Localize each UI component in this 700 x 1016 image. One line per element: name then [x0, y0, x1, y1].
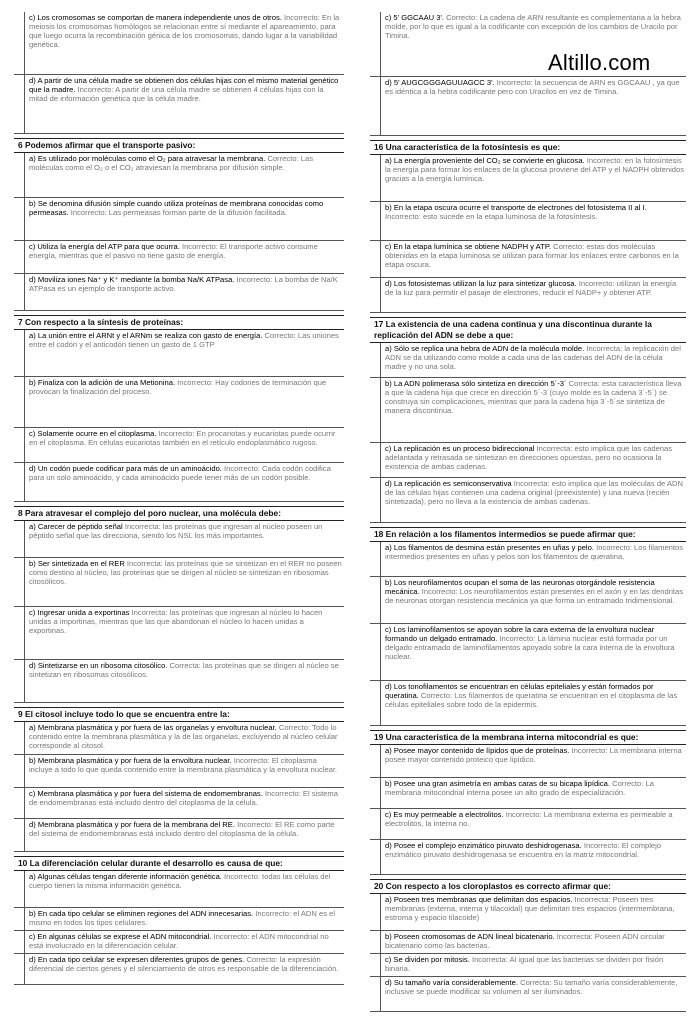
- question-title: 9 El citosol incluye todo lo que se encuentra entre la:: [14, 707, 344, 722]
- option-gutter: [370, 809, 381, 839]
- answer-option: [370, 624, 686, 681]
- option-statement: c) Membrana plasmática y por fuera del sistema de endomembranas.: [29, 789, 263, 798]
- option-gutter: [370, 202, 381, 240]
- answer-option: [370, 343, 686, 378]
- option-text: [25, 722, 344, 754]
- option-explanation: Incorrecto: Los neurofilamentos están presentes en el axón y en las dendritas de neuronas otorgan resistencia mecánica ya que forma un entramado tridimensional.: [385, 587, 684, 606]
- option-gutter: [370, 840, 381, 874]
- answer-option: [14, 931, 344, 954]
- option-explanation: Incorrecta: Al igual que las bacterias se dividen por fisión binaria.: [385, 955, 664, 974]
- option-text: [25, 607, 344, 659]
- option-text: [25, 75, 344, 133]
- option-statement: b) En cada tipo celular se eliminen regiones del ADN innecesarias.: [29, 909, 254, 918]
- option-gutter: [14, 463, 25, 501]
- option-explanation: Incorrecto: el ADN es el mismo en todos los tipos celulares.: [29, 909, 336, 928]
- option-statement: d) Un codón puede codificar para más de un aminoácido.: [29, 464, 222, 473]
- question-block: [370, 730, 686, 875]
- option-gutter: [14, 788, 25, 818]
- option-text: [381, 840, 686, 874]
- answer-option: [14, 274, 344, 311]
- option-statement: a) Posee mayor contenido de lípidos que de proteínas.: [385, 746, 570, 755]
- option-gutter: [14, 521, 25, 557]
- option-statement: c) Utiliza la energía del ATP para que ocurra.: [29, 242, 180, 251]
- option-gutter: [370, 542, 381, 576]
- question-title: 20 Con respecto a los cloroplastos es correcto afirmar que:: [370, 879, 686, 894]
- option-statement: c) Es muy permeable a electrolitos.: [385, 810, 504, 819]
- option-gutter: [14, 75, 25, 133]
- option-gutter: [370, 745, 381, 777]
- option-text: [381, 77, 686, 135]
- option-gutter: [14, 660, 25, 702]
- answer-option: [370, 443, 686, 478]
- option-statement: d) Membrana plasmática y por fuera de la membrana del RE.: [29, 820, 235, 829]
- option-text: [25, 274, 344, 310]
- option-gutter: [14, 954, 25, 984]
- option-statement: b) La ADN polimerasa sólo sintetiza en dirección 5´-3´: [385, 379, 567, 388]
- option-text: [25, 819, 344, 851]
- option-text: [25, 788, 344, 818]
- altillo-logo[interactable]: Altillo.com: [548, 50, 651, 75]
- answer-option: [370, 155, 686, 202]
- option-explanation: Incorrecto: La membrana externa es permeable a electrolitos, la interna no.: [385, 810, 673, 829]
- option-explanation: Incorrecta: las proteínas que ingresan al núcleo poseen un péptido señal que las direcciona, siendo los NSL los más importantes.: [29, 522, 323, 541]
- option-explanation: Correcto: Las uniones entre el codón y el anticodón tienen un gasto de 1 GTP: [29, 331, 339, 350]
- option-text: [25, 241, 344, 273]
- option-text: [25, 558, 344, 606]
- option-statement: c) 5' GGCAAU 3'.: [385, 13, 445, 22]
- option-statement: d) 5' AUGCGGGAGUUAGCC 3'.: [385, 78, 495, 87]
- answer-option: [14, 377, 344, 428]
- option-gutter: [370, 155, 381, 201]
- answer-option: [370, 931, 686, 954]
- option-text: [381, 542, 686, 576]
- option-statement: b) Se denomina difusión simple cuando utiliza proteínas de membrana conocidas como permeasas.: [29, 199, 324, 218]
- option-text: [381, 745, 686, 777]
- option-explanation: Incorrecto: La bomba de Na/K ATPasa es un ejemplo de transporte activo.: [29, 275, 338, 294]
- question-block: [14, 12, 344, 134]
- option-explanation: Incorrecta: las proteínas que se sintetizan en el RER no poseen como destino al núcleo, las proteínas que se dirigen al núcleo se sintetizan en ribosomas citosólicos.: [29, 559, 342, 587]
- question-title: 16 Una característica de la fotosíntesis es que:: [370, 140, 686, 155]
- option-text: [381, 977, 686, 1011]
- answer-option: [370, 954, 686, 977]
- answer-option: [370, 745, 686, 778]
- answer-option: [14, 521, 344, 558]
- option-statement: a) Sólo se replica una hebra de ADN de la molécula molde.: [385, 344, 585, 353]
- answer-option: [14, 607, 344, 660]
- answer-option: [370, 478, 686, 523]
- option-gutter: [14, 755, 25, 787]
- option-statement: a) Algunas células tengan diferente información genética.: [29, 872, 222, 881]
- option-gutter: [370, 278, 381, 312]
- option-text: [381, 931, 686, 953]
- question-title: 6 Podemos afirmar que el transporte pasivo:: [14, 138, 344, 153]
- answer-option: [370, 278, 686, 313]
- option-text: [381, 155, 686, 201]
- option-text: [381, 378, 686, 442]
- option-text: [381, 778, 686, 808]
- answer-option: [14, 755, 344, 788]
- option-text: [25, 660, 344, 702]
- option-gutter: [370, 12, 381, 76]
- option-gutter: [14, 198, 25, 240]
- answer-option: [14, 428, 344, 463]
- answer-option: [14, 198, 344, 241]
- option-text: [25, 871, 344, 907]
- option-explanation: Incorrecto: utilizan la energía de la luz para permitir el pasaje de electrones, reducir el NADP+ y obtener ATP.: [385, 279, 677, 298]
- option-statement: a) Los filamentos de desmina están presentes en uñas y pelo.: [385, 543, 594, 552]
- option-explanation: Correcto: La membrana mitocondrial interna posee un alto grado de especialización.: [385, 779, 654, 798]
- option-explanation: Correcto: la expresión diferencial de ciertos genes y el silenciamiento de otros es responsable de la diferenciación.: [29, 955, 339, 974]
- left-column: [14, 12, 344, 989]
- option-explanation: Correcta: las proteínas que se dirigen al núcleo se sintetizan en ribosomas citosólicos.: [29, 661, 339, 680]
- answer-option: [14, 660, 344, 703]
- option-gutter: [14, 12, 25, 74]
- option-statement: a) Carecer de péptido señal: [29, 522, 123, 531]
- option-explanation: Incorrecto: Las permeasas forman parte de la difusión facilitada.: [68, 208, 287, 218]
- option-gutter: [370, 77, 381, 135]
- option-gutter: [14, 558, 25, 606]
- question-block: [14, 856, 344, 985]
- option-gutter: [370, 378, 381, 442]
- option-statement: b) En la etapa oscura ocurre el transporte de electrones del fotosistema II al I.: [385, 203, 647, 212]
- option-text: [381, 343, 686, 377]
- option-statement: d) Moviliza iones Na⁺ y K⁺ mediante la bomba Na/K ATPasa.: [29, 275, 235, 284]
- option-explanation: Incorrecta: la replicación del ADN se da utilizando como molde a cada una de las cadenas del ADN de la célula madre y no una sola.: [385, 344, 681, 372]
- answer-option: [370, 778, 686, 809]
- question-title: 18 En relación a los filamentos intermedios se puede afirmar que:: [370, 527, 686, 542]
- exam-page: [14, 12, 686, 997]
- option-statement: c) Los cromosomas se comportan de manera independiente unos de otros.: [29, 13, 282, 22]
- option-statement: c) Los laminofilamentos se apoyan sobre la cara externa de la envoltura nuclear formando un delgado entramado.: [385, 625, 655, 644]
- answer-option: [14, 908, 344, 931]
- option-explanation: Incorrecto: El transporte activo consume energía, mientras que el pasivo no tiene gasto de energía.: [29, 242, 318, 261]
- option-statement: a) Membrana plasmática y por fuera de las organelas y envoltura nuclear.: [29, 723, 277, 732]
- option-statement: d) Sintetizarse en un ribosoma citosólico.: [29, 661, 168, 670]
- answer-option: [370, 681, 686, 726]
- answer-option: [14, 12, 344, 75]
- answer-option: [370, 894, 686, 931]
- answer-option: [14, 75, 344, 134]
- option-statement: a) Poseen tres membranas que delimitan dos espacios.: [385, 895, 573, 904]
- question-block: [14, 506, 344, 703]
- option-gutter: [370, 894, 381, 930]
- option-statement: c) Se dividen por mitosis.: [385, 955, 470, 964]
- option-explanation: Incorrecto: la secuencia de ARN es GGCAAU , ya que es idéntica a la hebra codificante pero con Uracilos en vez de Timina.: [385, 78, 680, 97]
- option-explanation: Correcto: Todo lo contenido entre la membrana plasmática y la de las organelas, excluyendo al núcleo celular corresponde al citosol.: [29, 723, 338, 751]
- option-statement: d) Los fotosistemas utilizan la luz para sintetizar glucosa.: [385, 279, 577, 288]
- option-gutter: [14, 908, 25, 930]
- option-statement: d) A partir de una célula madre se obtienen dos células hijas con el mismo material genético que la madre.: [29, 76, 339, 95]
- option-explanation: Incorrecto: El complejo enzimático piruvato deshidrogenasa se encuentra en la matriz mitocondrial.: [385, 841, 662, 860]
- question-title: 17 La existencia de una cadena continua y una discontinua durante la replicación del ADN se debe a que:: [370, 317, 686, 343]
- answer-option: [370, 241, 686, 278]
- option-statement: d) La replicación es semiconservativa: [385, 479, 512, 488]
- question-block: [14, 707, 344, 852]
- option-text: [25, 463, 344, 501]
- option-statement: c) La replicación es un proceso bidireccional: [385, 444, 535, 453]
- option-statement: c) Ingresar unida a exportinas: [29, 608, 130, 617]
- option-text: [381, 202, 686, 240]
- answer-option: [14, 241, 344, 274]
- option-gutter: [370, 343, 381, 377]
- option-explanation: Correcto: estas dos moléculas obtenidas en la etapa luminosa se utilizan para formar los enlaces entre carbonos en la etapa oscura.: [385, 242, 679, 270]
- option-text: [381, 577, 686, 623]
- option-explanation: Correcta: esta característica lleva a que la cadena hija que crece en dirección 5´-3´(cuyo molde es la cadena 3´-5´) se construya sin complicaciones, mientras que para la cadena hija 3´-5´se sintetiza de manera discontinua.: [385, 379, 682, 416]
- answer-option: [14, 558, 344, 607]
- option-text: [381, 278, 686, 312]
- option-text: [25, 954, 344, 984]
- option-text: [25, 377, 344, 427]
- option-explanation: Incorrecto: esto sucede en la etapa luminosa de la fotosíntesis.: [385, 212, 598, 222]
- option-explanation: Correcta: Su tamaño varía considerablemente, inclusive se puede modificar su volumen al ser iluminados.: [385, 978, 678, 997]
- option-explanation: Incorrecto: En procariotas y eucariotas puede ocurrir en el citoplasma. En células eucariotas también en el retículo endoplasmático rugoso.: [29, 429, 336, 448]
- option-statement: c) En la etapa lumínica se obtiene NADPH y ATP.: [385, 242, 552, 251]
- answer-option: [370, 542, 686, 577]
- option-statement: c) En algunas células se exprese el ADN mitocondrial.: [29, 932, 212, 941]
- option-gutter: [370, 954, 381, 976]
- option-explanation: Incorrecta: esto implica que las cadenas adelantada y retrasada se sintetizan en direcciones opuestas, pero no ocasiona la existencia de ambas cadenas.: [385, 444, 673, 472]
- option-explanation: Incorrecto: Los filamentos intermedios presentes en uñas y pelos son los filamentos de queratina.: [385, 543, 684, 562]
- option-explanation: Incorrecto: La membrana interna posee mayor contenido proteico que lipídico.: [385, 746, 682, 765]
- option-statement: c) Solamente ocurre en el citoplasma.: [29, 429, 157, 438]
- option-gutter: [14, 607, 25, 659]
- answer-option: [14, 463, 344, 502]
- answer-option: [370, 202, 686, 241]
- option-statement: b) Membrana plasmática y por fuera de la envoltura nuclear.: [29, 756, 232, 765]
- option-explanation: Incorrecta: Poseen ADN circular bicatenario como las bacterias.: [385, 932, 665, 951]
- option-text: [381, 681, 686, 725]
- option-gutter: [370, 681, 381, 725]
- option-explanation: Incorrecta: Poseen tres membranas (externa, interna y tilacoidal) que delimitan tres espacios (intermembrana, estroma y espacio tilacoide): [385, 895, 675, 923]
- question-block: [370, 317, 686, 523]
- option-text: [25, 755, 344, 787]
- option-statement: b) Los neurofilamentos ocupan el soma de las neuronas otorgándole resistencia mecánica.: [385, 578, 655, 597]
- option-gutter: [14, 274, 25, 310]
- option-text: [25, 521, 344, 557]
- option-explanation: Incorrecto: el ADN mitocondrial no está involucrado en la diferenciación celular.: [29, 932, 329, 951]
- block-spacer: [370, 1012, 686, 1016]
- option-statement: a) La unión entre el ARNt y el ARNm se realiza con gasto de energía.: [29, 331, 263, 340]
- option-text: [25, 198, 344, 240]
- option-gutter: [370, 478, 381, 522]
- option-explanation: Incorrecto: El citoplasma incluye a todo lo que queda contenido entre la membrana plasmática y la envoltura nuclear.: [29, 756, 338, 775]
- option-explanation: Incorrecto: Hay codones de terminación que provocan la finalización del proceso.: [29, 378, 327, 397]
- option-statement: d) Los tonofilamentos se encuentran en células epiteliales y están formados por queratina.: [385, 682, 654, 701]
- answer-option: [14, 722, 344, 755]
- option-text: [25, 908, 344, 930]
- right-column: [370, 12, 686, 1016]
- option-statement: b) Posee una gran asimetría en ambas caras de su bicapa lipídica.: [385, 779, 610, 788]
- answer-option: [14, 954, 344, 985]
- question-block: [370, 140, 686, 313]
- block-spacer: [14, 985, 344, 989]
- option-explanation: Incorrecta: las proteínas que ingresan al núcleo lo hacen unidas a importinas, mientras que las que abandonan el núcleo lo hacen unidas a exportinas.: [29, 608, 323, 636]
- answer-option: [370, 577, 686, 624]
- option-explanation: Correcto: Las moléculas como el O₂ o el CO₂ atraviesan la membrana por difusión simple.: [29, 154, 314, 173]
- option-gutter: [370, 577, 381, 623]
- answer-option: [14, 330, 344, 377]
- option-text: [381, 478, 686, 522]
- option-gutter: [370, 241, 381, 277]
- option-text: [381, 954, 686, 976]
- option-statement: b) Finaliza con la adición de una Metionina.: [29, 378, 176, 387]
- option-text: [381, 241, 686, 277]
- option-statement: b) Ser sintetizada en el RER: [29, 559, 125, 568]
- option-gutter: [14, 871, 25, 907]
- answer-option: [14, 788, 344, 819]
- option-text: [381, 443, 686, 477]
- option-text: [381, 624, 686, 680]
- option-text: [25, 428, 344, 462]
- question-title: 19 Una característica de la membrana interna mitocondrial es que:: [370, 730, 686, 745]
- question-title: 10 La diferenciación celular durante el desarrollo es causa de que:: [14, 856, 344, 871]
- option-text: [381, 809, 686, 839]
- option-statement: a) Es utilizado por moléculas como el O₂ para atravesar la membrana.: [29, 154, 266, 163]
- option-statement: d) Su tamaño varía considerablemente.: [385, 978, 518, 987]
- option-explanation: Incorrecto: en la fotosíntesis la energía para formar los enlaces de la glucosa proviene del ATP y el NADPH obtenidos gracias a la energía lumínica.: [385, 156, 684, 184]
- question-block: [14, 315, 344, 502]
- option-gutter: [370, 931, 381, 953]
- option-statement: b) Poseen cromosomas de ADN lineal bicatenario.: [385, 932, 555, 941]
- option-text: [25, 12, 344, 74]
- option-explanation: Incorrecto: todas las células del cuerpo tienen la misma información genética.: [29, 872, 331, 891]
- option-explanation: Correcto: La cadena de ARN resultante es complementaria a la hebra molde, por lo que es igual a la codificante con excepción de los cambios de Uracilo por Timina.: [385, 13, 681, 41]
- option-explanation: Incorrecto: Cada codón codifica para un solo aminoácido, y cada aminoácido puede tener más de un codón posible.: [29, 464, 331, 483]
- answer-option: [370, 809, 686, 840]
- answer-option: [370, 378, 686, 443]
- answer-option: [14, 871, 344, 908]
- option-gutter: [370, 778, 381, 808]
- question-block: [14, 138, 344, 311]
- option-text: [25, 330, 344, 376]
- option-text: [381, 894, 686, 930]
- option-gutter: [14, 377, 25, 427]
- option-statement: a) La energía proveniente del CO₂ se convierte en glucosa.: [385, 156, 585, 165]
- answer-option: [14, 153, 344, 198]
- option-gutter: [14, 153, 25, 197]
- option-explanation: Correcto: Los filamentos de queratina se encuentran en el citoplasma de las células epiteliales sobre todo de la epidermis.: [385, 691, 678, 710]
- option-gutter: [370, 443, 381, 477]
- option-gutter: [14, 931, 25, 953]
- answer-option: [14, 819, 344, 852]
- question-block: [370, 879, 686, 1012]
- option-gutter: [370, 624, 381, 680]
- option-explanation: Incorrecto: El sistema de endomembranas está incluido dentro del citoplasma de la célula.: [29, 789, 338, 808]
- option-gutter: [14, 722, 25, 754]
- option-text: [25, 931, 344, 953]
- option-text: [25, 153, 344, 197]
- option-gutter: [14, 428, 25, 462]
- question-block: [370, 527, 686, 726]
- option-gutter: [370, 977, 381, 1011]
- answer-option: [370, 977, 686, 1012]
- option-explanation: Incorrecto: En la meiosis los cromosomas homólogos se relacionan entre sí mediante el apareamiento, para que luego ocurra la recombinación génica de los cromosomas, dando lugar a la variabilidad genética.: [29, 13, 340, 50]
- option-explanation: Incorrecto: La lámina nuclear está formada por un delgado entramado de laminofilamentos apoyado sobre la cara interna de la envoltura nuclear.: [385, 634, 675, 662]
- option-gutter: [14, 330, 25, 376]
- option-gutter: [14, 819, 25, 851]
- option-statement: d) En cada tipo celular se expresen diferentes grupos de genes.: [29, 955, 245, 964]
- option-explanation: Incorrecta: esto implica que las moléculas de ADN de las células hijas contienen una cadena original (preexistente) y una nueva (recién sintetizada), pero no lleva a la existencia de ambas cadenas.: [385, 479, 683, 507]
- question-title: 8 Para atravesar el complejo del poro nuclear, una molécula debe:: [14, 506, 344, 521]
- answer-option: [370, 840, 686, 875]
- option-explanation: Incorrecto: A partir de una célula madre se obtienen 4 células hijas con la mitad de información genética que la célula madre.: [29, 85, 324, 104]
- option-explanation: Incorrecto: El RE como parte del sistema de endomembranas está incluido dentro del citoplasma de la célula.: [29, 820, 335, 839]
- answer-option: [370, 77, 686, 136]
- option-statement: d) Posee el complejo enzimático piruvato deshidrogenasa.: [385, 841, 582, 850]
- option-gutter: [14, 241, 25, 273]
- question-title: 7 Con respecto a la síntesis de proteínas:: [14, 315, 344, 330]
